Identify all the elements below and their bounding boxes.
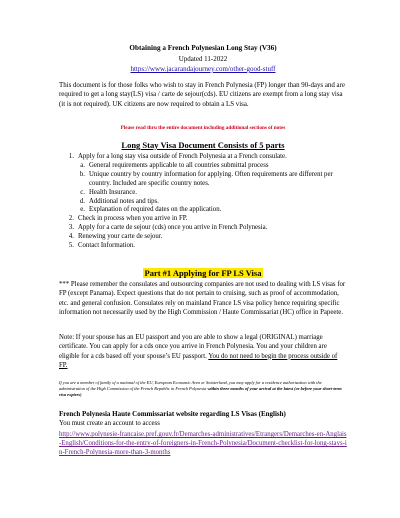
intro-paragraph: This document is for those folks who wish to stay in French Polynesia (FP) longer than 90-days and are required to get a long stay(LS) visa / carte de sejour(cds). EU citizens are exempt from a long stay visa (it is not required). UK citizens are now required to obtain a LS visa. (59, 82, 345, 108)
hc-account-note: You must create an account to access (59, 420, 160, 427)
hc-link-wrap (59, 430, 347, 457)
eu-family-note (59, 380, 347, 397)
substep-item: c. Health Insurance. (80, 188, 137, 196)
source-link[interactable]: https://www.jacarandajourney.com/other-good-stuff (130, 65, 276, 73)
hc-website-link[interactable]: http://www.polynesie-francaise.pref.gouv.fr/Demarches-administratives/Etrangers/Demarches-en-Anglais-English/Conditions-for-the-entry-of-foreigners-in-French-Polynesia/Document-checklist-for-long-stays-in-French-Polynesia-more-than-3-months (59, 431, 347, 457)
substep-item: e. Explanation of required dates on the application. (80, 206, 222, 214)
substep-item: a. General requirements applicable to all countries submittal process (80, 161, 269, 169)
read-all-note: Please read thru the entire document including additional sections of notes (120, 125, 286, 131)
hc-website-heading: French Polynesia Haute Commissariat website regarding LS Visas (English) (59, 410, 286, 418)
eu-family-note-bold: within three months of your arrival at the latest (or before your short-term visa expires) (59, 385, 342, 397)
updated-date: Updated 11-2022 (178, 55, 228, 63)
substep-item: b. Unique country by country information for applying. Often requirements are different per country. Included are specific country notes. (79, 170, 333, 187)
consulate-paragraph: *** Please remember the consulates and outsourcing companies are not used to dealing with LS visas for FP (except Panama). Expect questions that do not pertain to cruising, such as proof of accommodation, etc. and general confusion. Consulates rely on mainland France LS visa policy hence requiring specific information not necessarily used by the High Commission / Haute Commissariat (HC) office in Papeete. (59, 281, 346, 316)
eu-spouse-underlined-text: You do not need to begin the process outside of FP. (59, 352, 338, 369)
part1-heading: Part #1 Applying for FP LS Visa (144, 268, 262, 278)
step-item: 3. Apply for a carte de sejour (cds) once you arrive in French Polynesia. (68, 224, 268, 232)
eu-family-note-text: If you are a member of family of a national of the EU, European Economic Area or Switzerland, you may apply for a residence authorization with the administration of the High Commission of the French Republic in French Polynesia (59, 380, 322, 391)
step-item: 1. Apply for a long stay visa outside of French Polynesia at a French consulate. (68, 153, 287, 160)
substep-item: d. Additional notes and tips. (79, 197, 159, 205)
step-item: 5. Contact Information. (68, 242, 136, 250)
step-item: 4. Renewing your carte de sejour. (68, 233, 163, 241)
part-heading-wrap (59, 263, 347, 281)
eu-spouse-text: Note: If your spouse has an EU passport and you are able to show a legal (ORIGINAL) marriage certificate. You can apply for a cds once you arrive in French Polynesia. You and your children are eligible for a cds based off your spouse’s EU passport. (59, 334, 327, 360)
section-heading: Long Stay Visa Document Consists of 5 parts (121, 140, 285, 150)
eu-spouse-paragraph (59, 333, 347, 370)
step-item: 2. Check in process when you arrive in FP. (68, 215, 188, 223)
source-link-wrap (59, 65, 347, 73)
steps-list (59, 153, 347, 251)
document-title: Obtaining a French Polynesian Long Stay (V36) (129, 44, 277, 52)
